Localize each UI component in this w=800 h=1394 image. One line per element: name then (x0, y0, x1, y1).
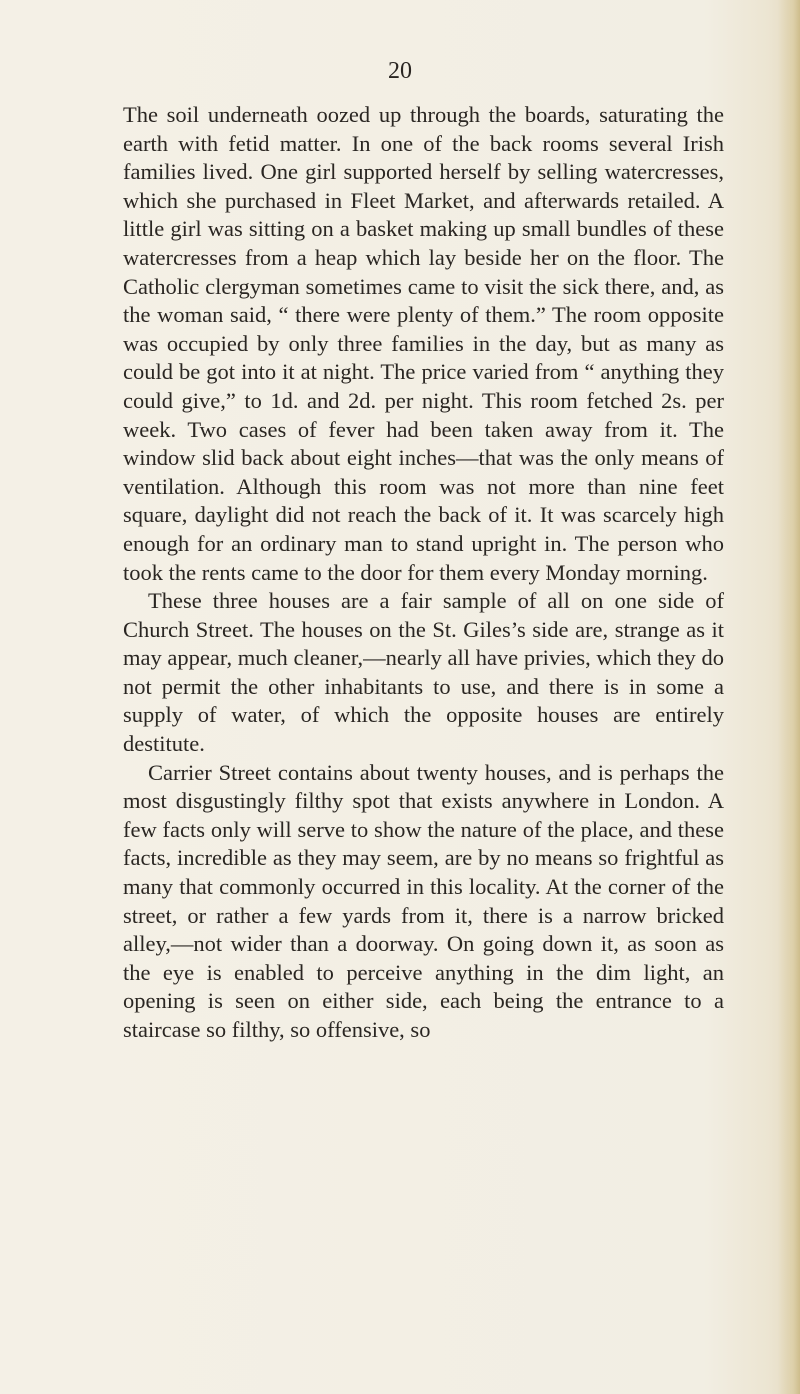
paragraph: Carrier Street contains about twenty houses, and is perhaps the most disgustingly filthy spot that exists anywhere in London. A few facts only will serve to show the nature of the place, and these facts, incredible as they may seem, are by no means so frightful as many that commonly occurred in this locality. At the corner of the street, or rather a few yards from it, there is a narrow bricked alley,—not wider than a doorway. On going down it, as soon as the eye is enabled to perceive anything in the dim light, an opening is seen on either side, each being the entrance to a staircase so filthy, so offensive, so (123, 759, 724, 1042)
page-edge-shading (778, 0, 800, 1394)
paragraph: These three houses are a fair sample of all on one side of Church Street. The houses on the St. Giles’s side are, strange as it may appear, much cleaner,—nearly all have privies, which they do not permit the other inhabitants to use, and there is in some a supply of water, of which the opposite houses are entirely destitute. (123, 588, 724, 757)
page-number: 20 (388, 58, 412, 84)
body-text (123, 101, 724, 1045)
paragraph: The soil underneath oozed up through the boards, saturating the earth with fetid matter. In one of the back rooms several Irish families lived. One girl supported herself by selling watercresses, which she purchased in Fleet Market, and afterwards retailed. A little girl was sitting on a basket making up small bundles of these watercresses from a heap which lay beside her on the floor. The Catholic clergyman sometimes came to visit the sick there, and, as the woman said, “ there were plenty of them.” The room opposite was occupied by only three families in the day, but as many as could be got into it at night. The price varied from “ anything they could give,” to 1d. and 2d. per night. This room fetched 2s. per week. Two cases of fever had been taken away from it. The window slid back about eight inches—that was the only means of ventilation. Although this room was not more than nine feet square, daylight did not reach the back of it. It was scarcely high enough for an ordinary man to stand upright in. The person who took the rents came to the door for them every Monday morning. (123, 102, 724, 585)
